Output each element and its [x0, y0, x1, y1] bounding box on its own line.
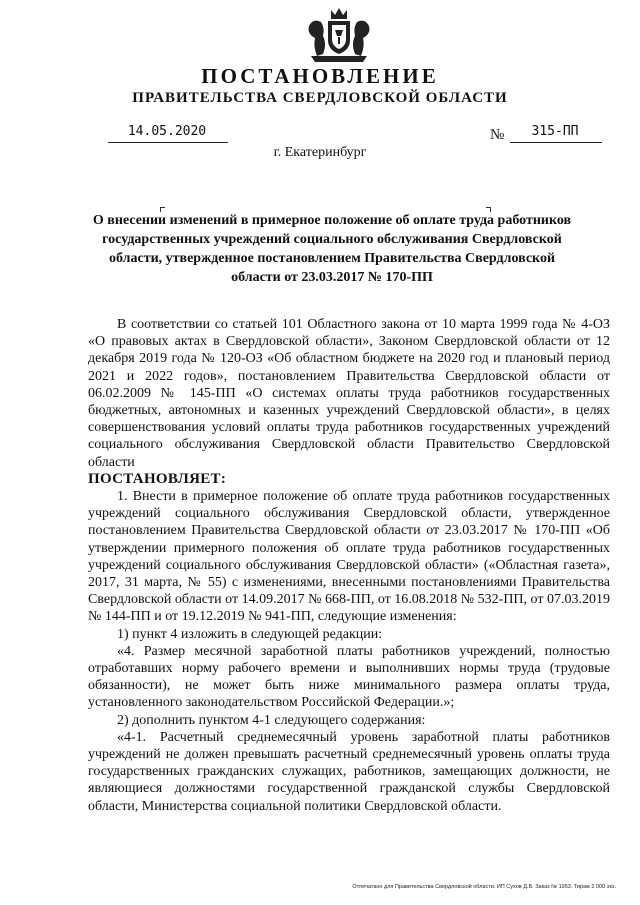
- document-number: 315-ПП: [531, 124, 579, 139]
- quoted-point-4-1: «4-1. Расчетный среднемесячный уровень заработной платы работников учреждений не должен превышать расчетный среднемесячный уровень оплаты труда государственных гражданских служащих, работников, замещающих должности, не являющиеся должностями государственной гражданской службы Свердловской области, Министерства социальной политики Свердловской области.: [88, 729, 610, 814]
- document-subject-title: О внесении изменений в примерное положение об оплате труда работников государственных учреждений социального обслуживания Свердловской области, утвержденное постановлением Правительства Свердловской области от 23.03.2017 № 170-ПП: [92, 213, 572, 285]
- quoted-point-4: «4. Размер месячной заработной платы работников учреждений, полностью отработавших норму рабочего времени и выполнивших нормы труда (трудовые обязанности), не может быть ниже минимального размера оплаты труда, установленного законодательством Российской Федерации.»;: [88, 643, 610, 711]
- decree-heading: ПОСТАНОВЛЯЕТ:: [88, 470, 227, 487]
- number-underline: [510, 142, 602, 143]
- item-1-paragraph: 1. Внести в примерное положение об оплате труда работников государственных учреждений социального обслуживания Свердловской области, утвержденное постановлением Правительства Свердловской области от 23.03.2017 № 170-ПП «Об утверждении примерного положения об оплате труда работников государственных учреждений социального обслуживания Свердловской области» («Областная газета», 2017, 31 марта, № 55) с изменениями, внесенными постановлениями Правительства Свердловской области от 14.09.2017 № 668-ПП, от 16.08.2018 № 532-ПП, от 07.03.2019 № 144-ПП и от 19.12.2019 № 941-ПП, следующие изменения:: [88, 489, 610, 625]
- preamble-paragraph: В соответствии со статьей 101 Областного закона от 10 марта 1999 года № 4-ОЗ «О правовых актах в Свердловской области», Законом Свердловской области от 12 декабря 2019 года № 120-ОЗ «Об областном бюджете на 2020 год и плановый период 2021 и 2022 годов», постановлением Правительства Свердловской области от 06.02.2009 № 145-ПП «О системах оплаты труда работников государственных бюджетных, автономных и казенных учреждений Свердловской области», в целях совершенствования условий оплаты труда работников государственных учреждений социального обслуживания Свердловской области Правительство Свердловской области: [88, 317, 610, 470]
- print-imprint: Отпечатано для Правительства Свердловской области. ИП Сухов Д.В. Заказ № 1953. Тираж 2 000 экз.: [352, 884, 616, 890]
- number-sign: №: [490, 127, 505, 143]
- document-type-title: ПОСТАНОВЛЕНИЕ: [201, 64, 439, 88]
- subitem-2-paragraph: 2) дополнить пунктом 4-1 следующего содержания:: [117, 712, 426, 728]
- date-underline: [108, 142, 228, 143]
- sverdlovsk-coat-of-arms-icon: [303, 6, 375, 68]
- document-date: 14.05.2020: [127, 124, 207, 139]
- issuing-authority: ПРАВИТЕЛЬСТВА СВЕРДЛОВСКОЙ ОБЛАСТИ: [132, 90, 508, 106]
- document-body: [88, 316, 610, 815]
- subitem-1-paragraph: 1) пункт 4 изложить в следующей редакции:: [117, 626, 383, 642]
- city-label: г. Екатеринбург: [273, 145, 367, 160]
